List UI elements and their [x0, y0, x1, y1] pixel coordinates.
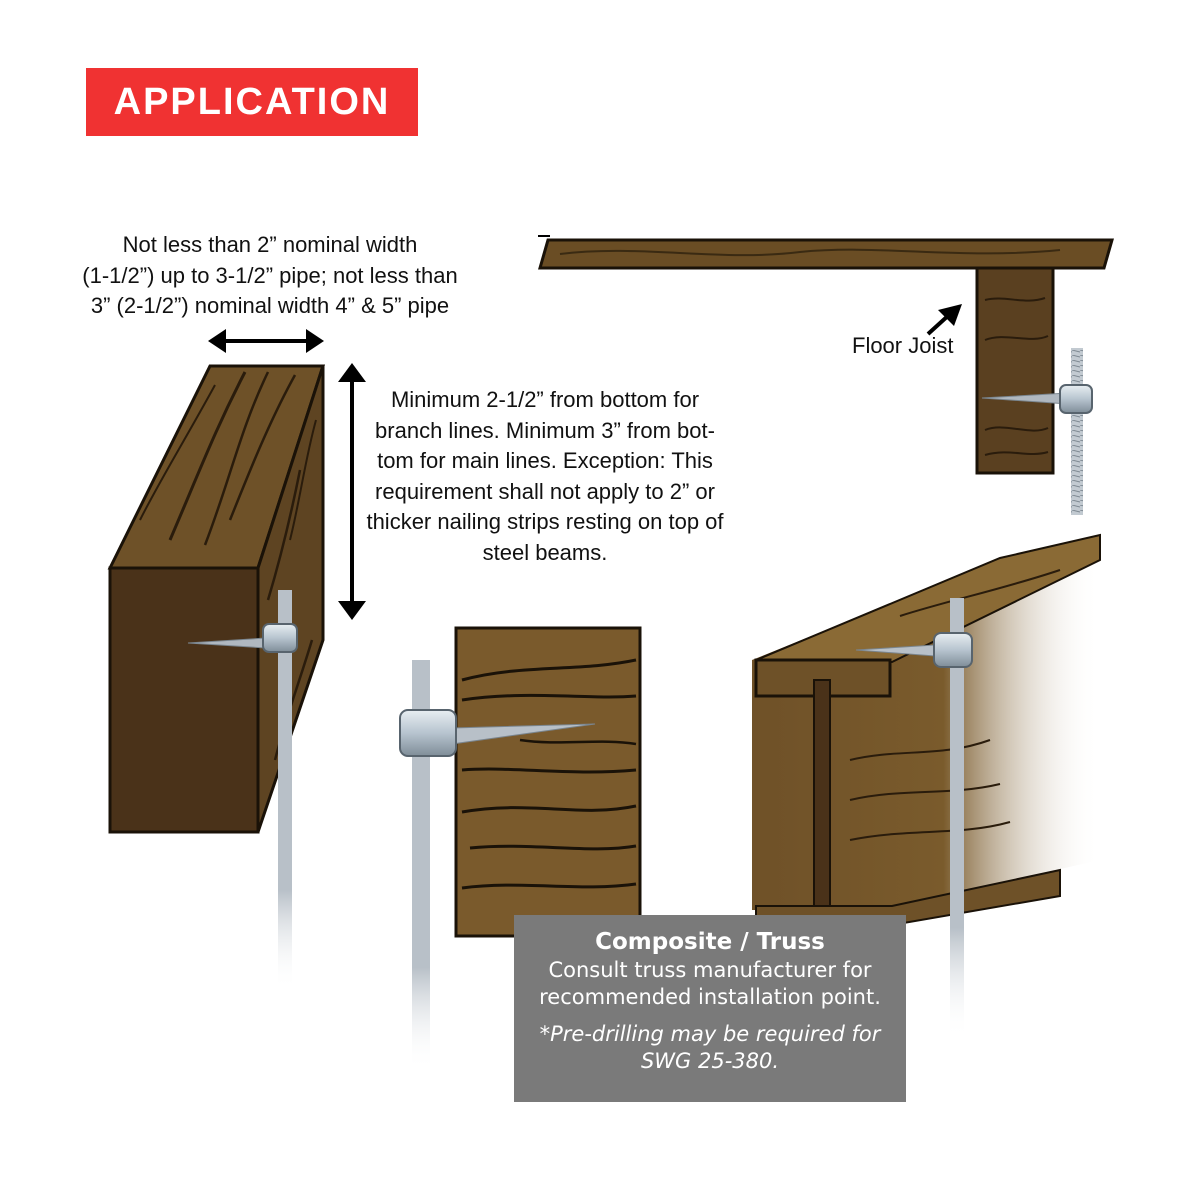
width-note-line: 3” (2-1/2”) nominal width 4” & 5” pipe [90, 293, 450, 318]
lumber-block-diagram [110, 366, 323, 990]
width-arrow-icon [208, 329, 324, 353]
width-note-line: (1-1/2”) up to 3-1/2” pipe; not less than [82, 262, 458, 288]
composite-truss-callout [514, 915, 906, 1102]
depth-note-line: branch lines. Minimum 3” from bot- [375, 417, 715, 443]
callout-note-line: SWG 25-380. [640, 1049, 780, 1073]
depth-requirement-note [362, 385, 728, 568]
callout-note-line: *Pre-drilling may be required for [539, 1022, 881, 1046]
callout-body-line: Consult truss manufacturer for [548, 958, 872, 982]
depth-note-line: thicker nailing strips resting on top of [366, 509, 724, 534]
page-title: APPLICATION [113, 80, 391, 123]
depth-note-line: Minimum 2-1/2” from bottom for [390, 387, 700, 412]
callout-note [514, 1021, 906, 1075]
depth-note-line: steel beams. [482, 539, 608, 565]
floor-joist-label: Floor Joist [852, 333, 954, 358]
depth-note-line: tom for main lines. Exception: This [377, 448, 713, 473]
joist-pointer-arrow-icon [928, 304, 962, 334]
width-requirement-note [70, 230, 470, 322]
width-note-line: Not less than 2” nominal width [122, 232, 418, 257]
depth-note-line: requirement shall not apply to 2” or [375, 478, 715, 504]
callout-title: Composite / Truss [595, 929, 825, 955]
callout-body-line: recommended installation point. [539, 985, 881, 1009]
